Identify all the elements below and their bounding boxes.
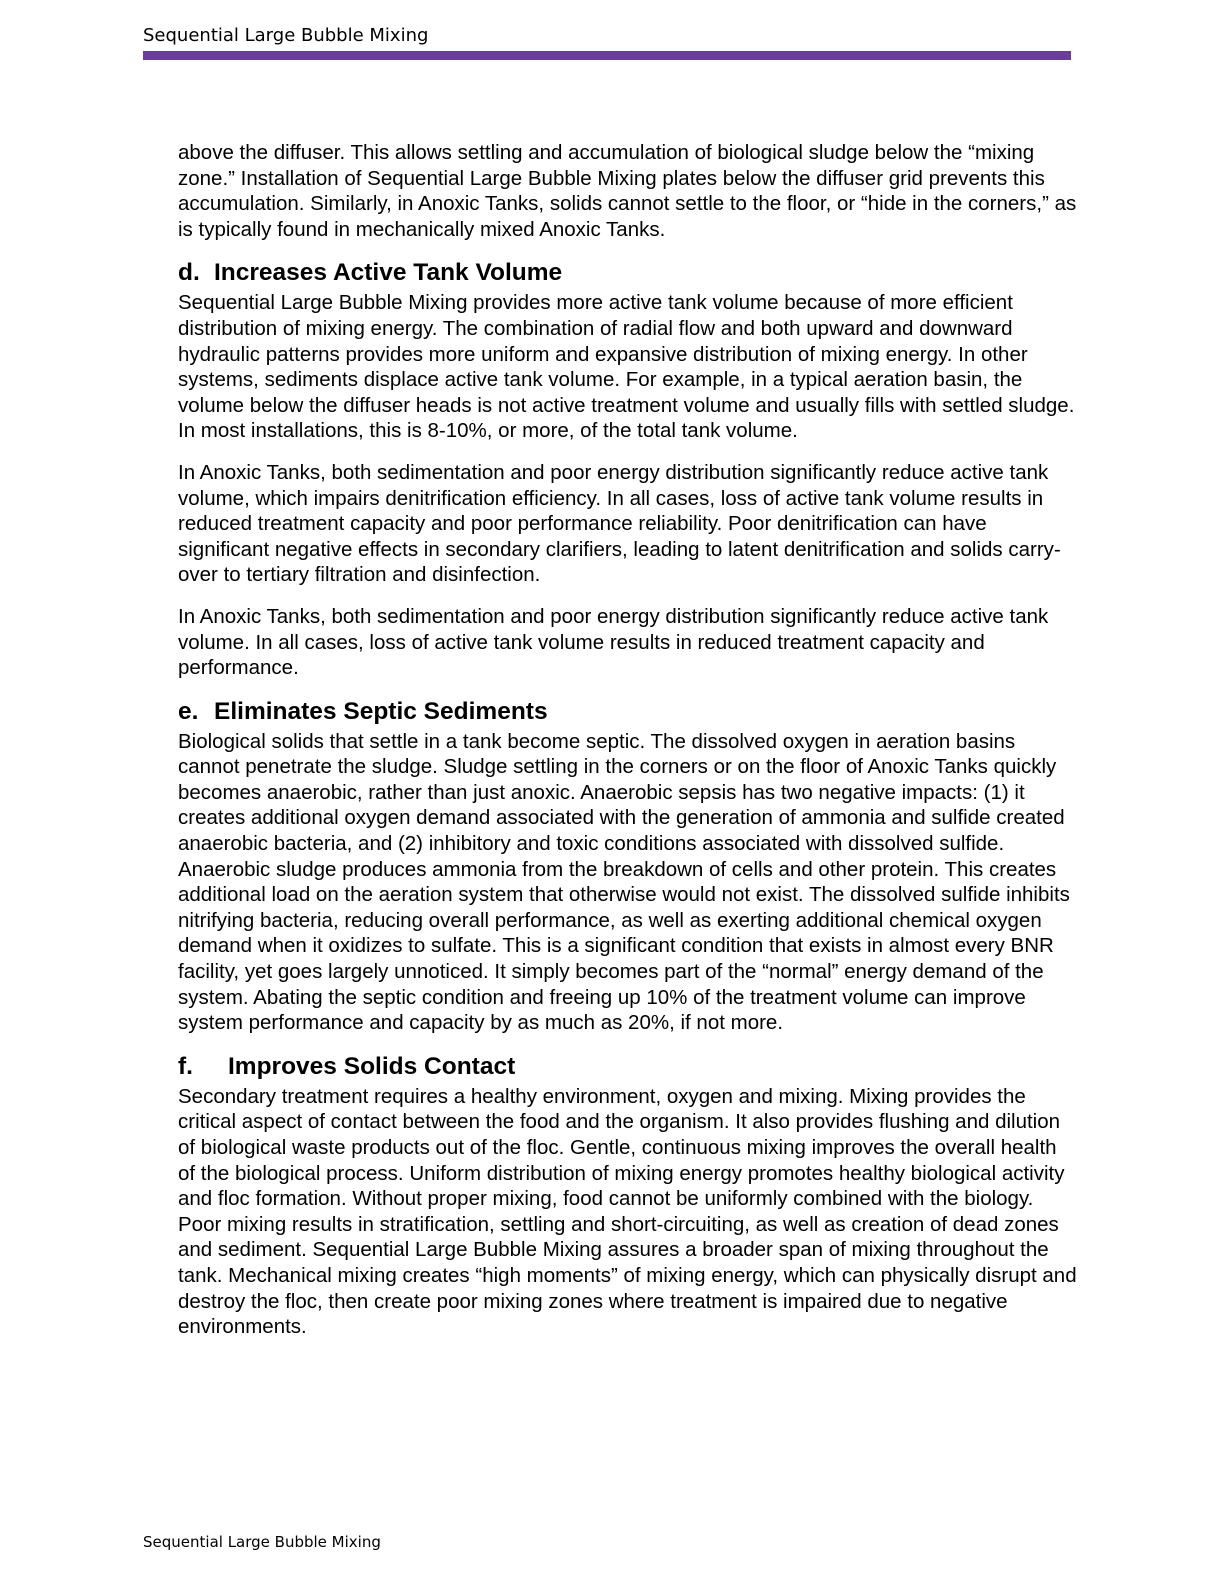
document-body — [178, 140, 1078, 1356]
paragraph: Biological solids that settle in a tank become septic. The dissolved oxygen in aeration basins cannot penetrate the sludge. Sludge settling in the corners or on the floor of Anoxic Tanks quickly becomes anaerobic, rather than just anoxic. Anaerobic sepsis has two negative impacts: (1) it creates additional oxygen demand associated with the generation of ammonia and sulfide created anaerobic bacteria, and (2) inhibitory and toxic conditions associated with dissolved sulfide. Anaerobic sludge produces ammonia from the breakdown of cells and other protein. This creates additional load on the aeration system that otherwise would not exist. The dissolved sulfide inhibits nitrifying bacteria, reducing overall performance, as well as exerting additional chemical oxygen demand when it oxidizes to sulfate. This is a significant condition that exists in almost every BNR facility, yet goes largely unnoticed. It simply becomes part of the “normal” energy demand of the system. Abating the septic condition and freeing up 10% of the treatment volume can improve system performance and capacity by as much as 20%, if not more. — [178, 729, 1070, 1035]
section-label: d. — [178, 259, 200, 287]
page-footer-title: Sequential Large Bubble Mixing — [143, 1533, 381, 1551]
section-heading-e — [178, 697, 1078, 727]
section-heading-f — [178, 1052, 1078, 1082]
paragraph: In Anoxic Tanks, both sedimentation and poor energy distribution significantly reduce active tank volume. In all cases, loss of active tank volume results in reduced treatment capacity and performance. — [178, 604, 1049, 680]
intro-paragraph: above the diffuser. This allows settling and accumulation of biological sludge below the “mixing zone.” Installation of Sequential Large Bubble Mixing plates below the diffuser grid prevents this accumulation. Similarly, in Anoxic Tanks, solids cannot settle to the floor, or “hide in the corners,” as is typically found in mechanically mixed Anoxic Tanks. — [178, 141, 1077, 241]
section-heading-d — [178, 258, 1078, 288]
paragraph: Sequential Large Bubble Mixing provides more active tank volume because of more efficient distribution of mixing energy. The combination of radial flow and both upward and downward hydraulic patterns provides more uniform and expansive distribution of mixing energy. In other systems, sediments displace active tank volume. For example, in a typical aeration basin, the volume below the diffuser heads is not active treatment volume and usually fills with settled sludge. In most installations, this is 8-10%, or more, of the total tank volume. — [178, 291, 1075, 443]
section-label: e. — [178, 697, 199, 725]
section-title: Increases Active Tank Volume — [214, 259, 563, 287]
section-label: f. — [178, 1052, 193, 1080]
paragraph: Secondary treatment requires a healthy environment, oxygen and mixing. Mixing provides the critical aspect of contact between the food and the organism. It also provides flushing and dilution of biological waste products out of the floc. Gentle, continuous mixing improves the overall health of the biological process. Uniform distribution of mixing energy promotes healthy biological activity and floc formation. Without proper mixing, food cannot be uniformly combined with the biology. Poor mixing results in stratification, settling and short-circuiting, as well as creation of dead zones and sediment. Sequential Large Bubble Mixing assures a broader span of mixing throughout the tank. Mechanical mixing creates “high moments” of mixing energy, which can physically disrupt and destroy the floc, then create poor mixing zones where treatment is impaired due to negative environments. — [178, 1084, 1077, 1339]
page-header-title: Sequential Large Bubble Mixing — [143, 25, 429, 46]
section-title: Eliminates Septic Sediments — [214, 697, 548, 725]
header-divider — [143, 51, 1071, 60]
paragraph: In Anoxic Tanks, both sedimentation and poor energy distribution significantly reduce active tank volume, which impairs denitrification efficiency. In all cases, loss of active tank volume results in reduced treatment capacity and poor performance reliability. Poor denitrification can have significant negative effects in secondary clarifiers, leading to latent denitrification and solids carry-over to tertiary filtration and disinfection. — [178, 460, 1061, 587]
section-title: Improves Solids Contact — [228, 1052, 516, 1080]
